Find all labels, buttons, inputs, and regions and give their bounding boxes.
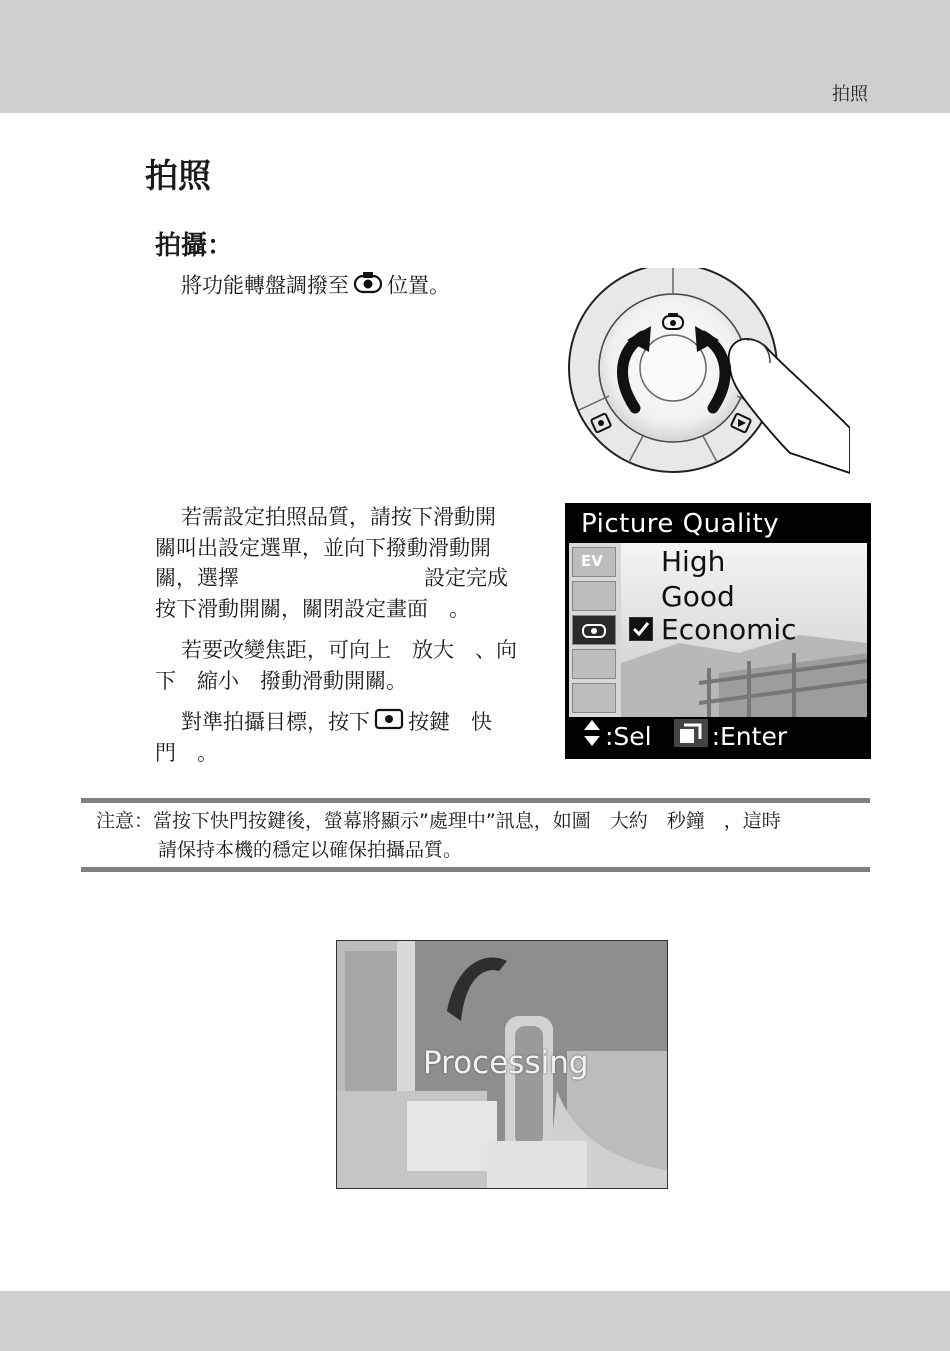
up-down-arrow-icon (583, 719, 601, 757)
mode-dial-illustration (565, 268, 850, 478)
white-balance-icon (572, 581, 616, 611)
check-icon (629, 617, 653, 641)
instruction-shutter: 對準拍攝目標，按下 按鍵 快 門 。 (155, 707, 492, 769)
lcd-menu-title: Picture Quality (569, 507, 867, 541)
note-text: 注意：當按下快門按鍵後，螢幕將顯示”處理中”訊息，如圖 大約 秒鐘 ，這時 請保持本機的穩定以確保拍攝品質。 (96, 810, 781, 861)
processing-screenshot (336, 940, 668, 1189)
section-title: 拍攝： (155, 231, 234, 261)
lcd-menu-footer: :Sel :Enter (569, 719, 867, 755)
header-chapter-label: 拍照 (832, 84, 868, 105)
note-top-rule (81, 798, 870, 803)
instruction-zoom: 若要改變焦距，可向上 放大 、向 下 縮小 撥動滑動開關。 (155, 638, 517, 693)
page-title: 拍照 (145, 156, 211, 195)
instruction-quality: 若需設定拍照品質，請按下滑動開 關叫出設定選單，並向下撥動滑動開 關，選擇 設定完成 按下滑動開關，關閉設定畫面 。 (155, 505, 508, 621)
option-good: Good (661, 580, 735, 613)
ev-icon: EV (572, 547, 616, 577)
stamp-icon (572, 683, 616, 713)
footer-band (0, 1291, 950, 1351)
lcd-menu-body (569, 543, 867, 717)
self-timer-icon (572, 649, 616, 679)
instruction-mode-dial: 將功能轉盤調撥至 位置。 (155, 270, 450, 303)
option-high: High (661, 545, 726, 578)
lcd-menu-screenshot (565, 503, 871, 759)
camera-mode-icon (353, 270, 383, 303)
processing-message: Processing (423, 1045, 589, 1081)
header-band (0, 0, 950, 113)
enter-button-icon (674, 719, 708, 757)
camera-quality-icon (572, 615, 616, 645)
shutter-button-icon (374, 708, 404, 739)
option-economic: Economic (661, 613, 797, 646)
lcd-side-menu (569, 543, 621, 717)
note-bottom-rule (81, 867, 870, 872)
